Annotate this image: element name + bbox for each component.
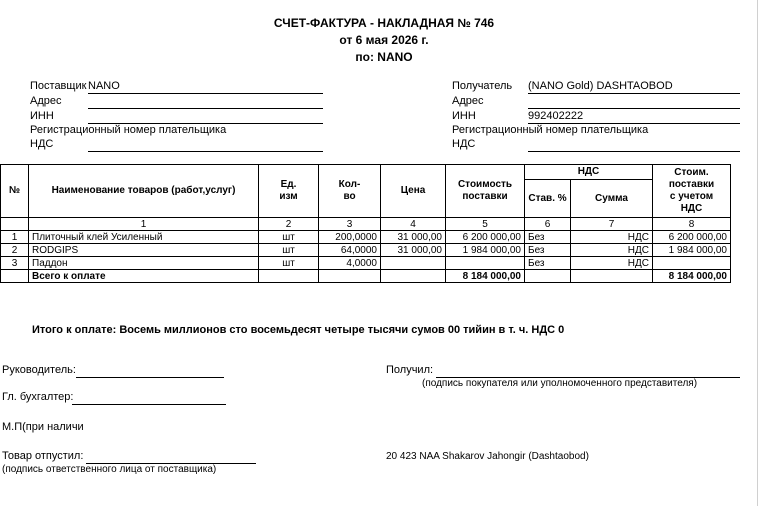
stamp-label: М.П(при наличи bbox=[2, 421, 84, 433]
receiver-label: Получатель bbox=[452, 80, 513, 92]
header-num: № bbox=[1, 165, 29, 218]
received-caption: (подпись покупателя или уполномоченного представителя) bbox=[422, 378, 698, 389]
accountant-label: Гл. бухгалтер: bbox=[2, 391, 74, 403]
released-caption: (подпись ответственного лица от поставщика) bbox=[2, 464, 217, 475]
supplier-value: NANO bbox=[88, 80, 323, 94]
supplier-nds-label: НДС bbox=[30, 138, 54, 150]
header-cost: Стоимость поставки bbox=[446, 165, 525, 218]
supplier-address-label: Адрес bbox=[30, 95, 62, 107]
receiver-address-label: Адрес bbox=[452, 95, 484, 107]
header-total: Стоим. поставки с учетом НДС bbox=[653, 165, 731, 218]
table-row: 2 RODGIPS шт 64,0000 31 000,00 1 984 000,00 Без НДС 1 984 000,00 bbox=[1, 244, 731, 257]
invoice-table bbox=[0, 164, 731, 283]
receiver-address-line bbox=[528, 95, 740, 109]
document-date: от 6 мая 2026 г. bbox=[339, 33, 429, 47]
total-label: Всего к оплате bbox=[29, 270, 259, 283]
received-label: Получил: bbox=[386, 364, 434, 376]
header-name: Наименование товаров (работ,услуг) bbox=[29, 165, 259, 218]
document-title: СЧЕТ-ФАКТУРА - НАКЛАДНАЯ № 746 bbox=[273, 16, 495, 30]
table-row: 1 Плиточный клей Усиленный шт 200,0000 31 000,00 6 200 000,00 Без НДС 6 200 000,00 bbox=[1, 231, 731, 244]
receiver-value: (NANO Gold) DASHTAOBOD bbox=[528, 80, 740, 94]
receiver-nds-label: НДС bbox=[452, 138, 476, 150]
supplier-nds-line bbox=[88, 138, 323, 152]
header-rate: Став. % bbox=[525, 180, 571, 218]
head-label: Руководитель: bbox=[2, 364, 76, 376]
total-with-nds: 8 184 000,00 bbox=[653, 270, 731, 283]
supplier-label: Поставщик bbox=[30, 80, 87, 92]
receiver-nds-line bbox=[528, 138, 740, 152]
header-unit: Ед. изм bbox=[259, 165, 319, 218]
header-nds: НДС bbox=[525, 165, 653, 180]
released-signature-line bbox=[86, 450, 256, 464]
received-signature-line bbox=[436, 364, 740, 378]
total-cost: 8 184 000,00 bbox=[446, 270, 525, 283]
column-number-row: 1 2 3 4 5 6 7 8 bbox=[1, 218, 731, 231]
head-signature-line bbox=[76, 364, 224, 378]
receiver-inn-label: ИНН bbox=[452, 110, 476, 122]
receiver-inn-value: 992402222 bbox=[528, 110, 740, 124]
document-po: по: NANO bbox=[355, 50, 413, 64]
page-edge-line bbox=[757, 0, 758, 506]
header-qty: Кол- во bbox=[319, 165, 381, 218]
released-label: Товар отпустил: bbox=[2, 450, 84, 462]
supplier-inn-label: ИНН bbox=[30, 110, 54, 122]
table-row: 3 Паддон шт 4,0000 Без НДС bbox=[1, 257, 731, 270]
receiver-reg-label: Регистрационный номер плательщика bbox=[452, 124, 649, 136]
supplier-address-line bbox=[88, 95, 323, 109]
amount-in-words: Итого к оплате: Восемь миллионов сто восемьдесят четыре тысячи сумов 00 тийин в т. ч. НДС 0 bbox=[32, 324, 565, 336]
total-row bbox=[1, 270, 731, 283]
header-price: Цена bbox=[381, 165, 446, 218]
accountant-signature-line bbox=[72, 391, 226, 405]
header-sum: Сумма bbox=[571, 180, 653, 218]
supplier-inn-line bbox=[88, 110, 323, 124]
supplier-reg-label: Регистрационный номер плательщика bbox=[30, 124, 227, 136]
received-note: 20 423 NAA Shakarov Jahongir (Dashtaobod) bbox=[386, 451, 589, 462]
table-header-row bbox=[1, 165, 731, 180]
